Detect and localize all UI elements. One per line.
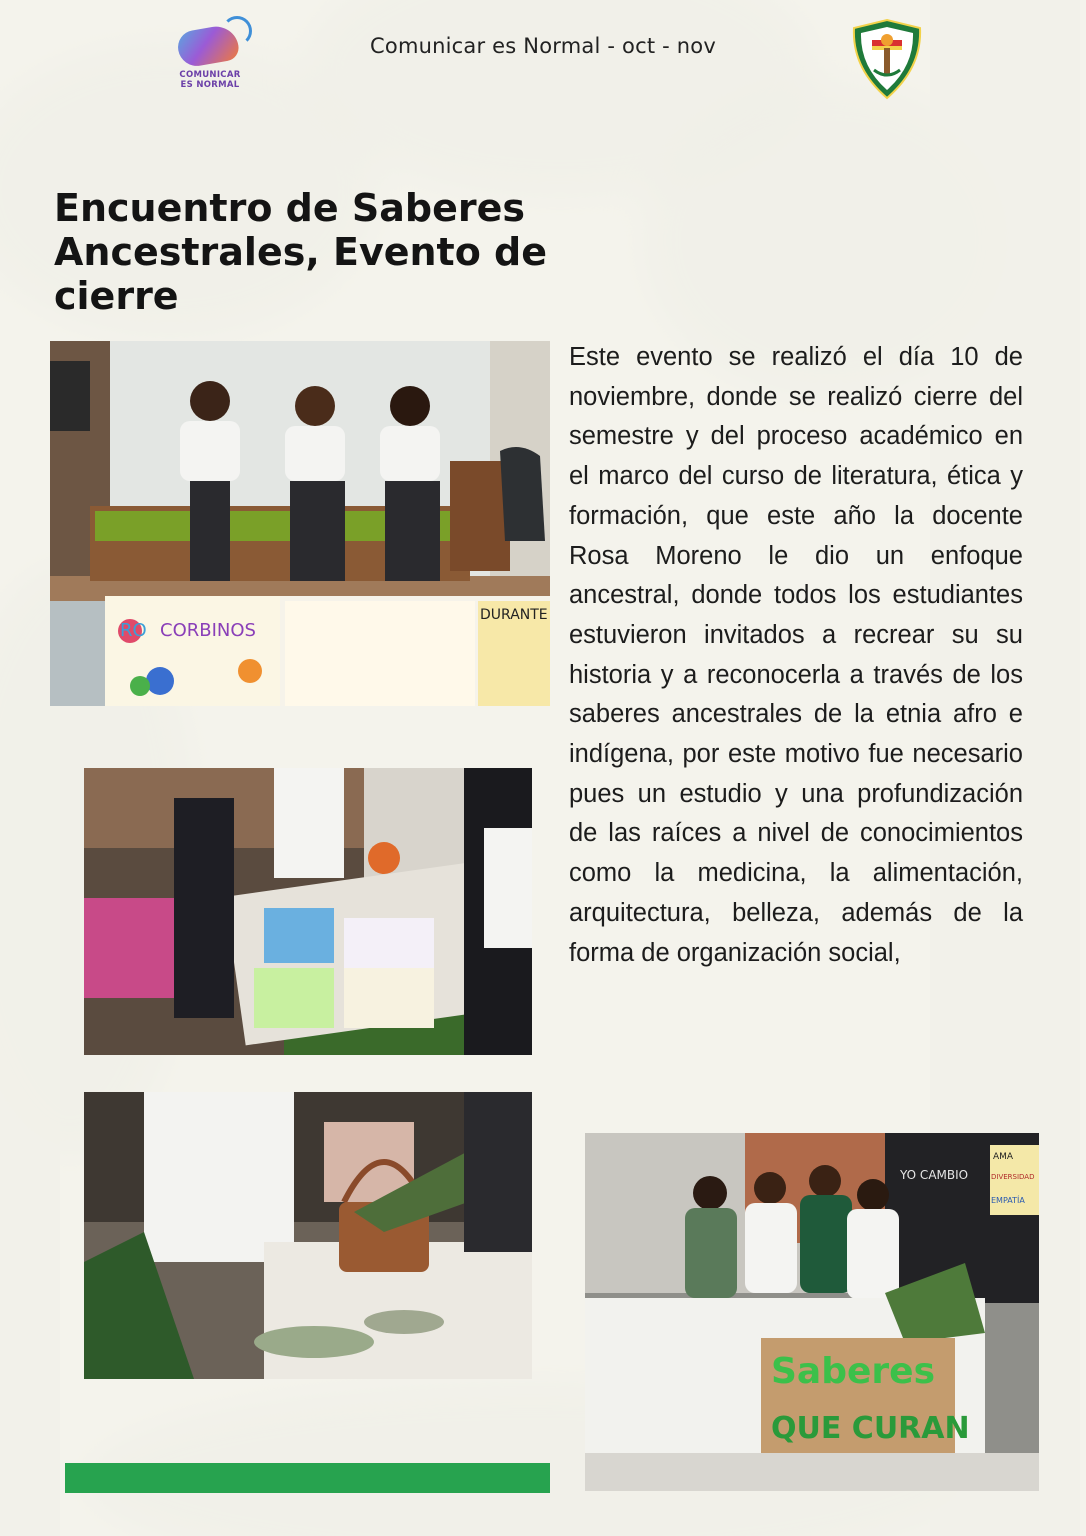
banner-text-durante: DURANTE [480,607,548,623]
logo-text [170,70,250,90]
poster-diversidad: DIVERSIDAD [991,1173,1035,1181]
photo-poster-table [84,768,532,1055]
logo-text-line1: COMUNICAR [179,70,241,80]
poster-empatia: EMPATÍA [991,1196,1025,1205]
banner-text-ro: RO [120,620,147,641]
sign-saberes: Saberes [771,1351,936,1392]
sign-que-curan: QUE CURAN [771,1411,970,1446]
article-body: Este evento se realizó el día 10 de noviembre, donde se realizó cierre del semestre y del proceso académico en el marco del curso de literatura, ética y formación, que este año la docente Rosa Moreno le dio un enfoque ancestral, donde todos los estudiantes estuvieron invitados a recrear su su historia y a reconocerla a través de los saberes ancestrales de la etnia afro e indígena, por este motivo fue necesario pues un estudio y una profundización de las raíces a nivel de conocimientos como la medicina, la alimentación, arquitectura, belleza, además de la forma de organización social, [569,343,1023,967]
photo-stage-panel [50,341,550,706]
newsletter-title: Comunicar es Normal - oct - nov [370,34,716,58]
poster-yo-cambio: YO CAMBIO [900,1168,969,1182]
poster-ama: AMA [993,1152,1014,1162]
banner-text-corbinos: CORBINOS [160,620,256,641]
article-title: Encuentro de Saberes Ancestrales, Evento de cierre [54,186,548,318]
logo-text-line2: ES NORMAL [180,80,240,90]
photo-herb-basket [84,1092,532,1379]
footer-accent-bar [65,1463,550,1493]
photo-saberes-sign [585,1133,1039,1491]
school-crest-icon [850,18,924,100]
